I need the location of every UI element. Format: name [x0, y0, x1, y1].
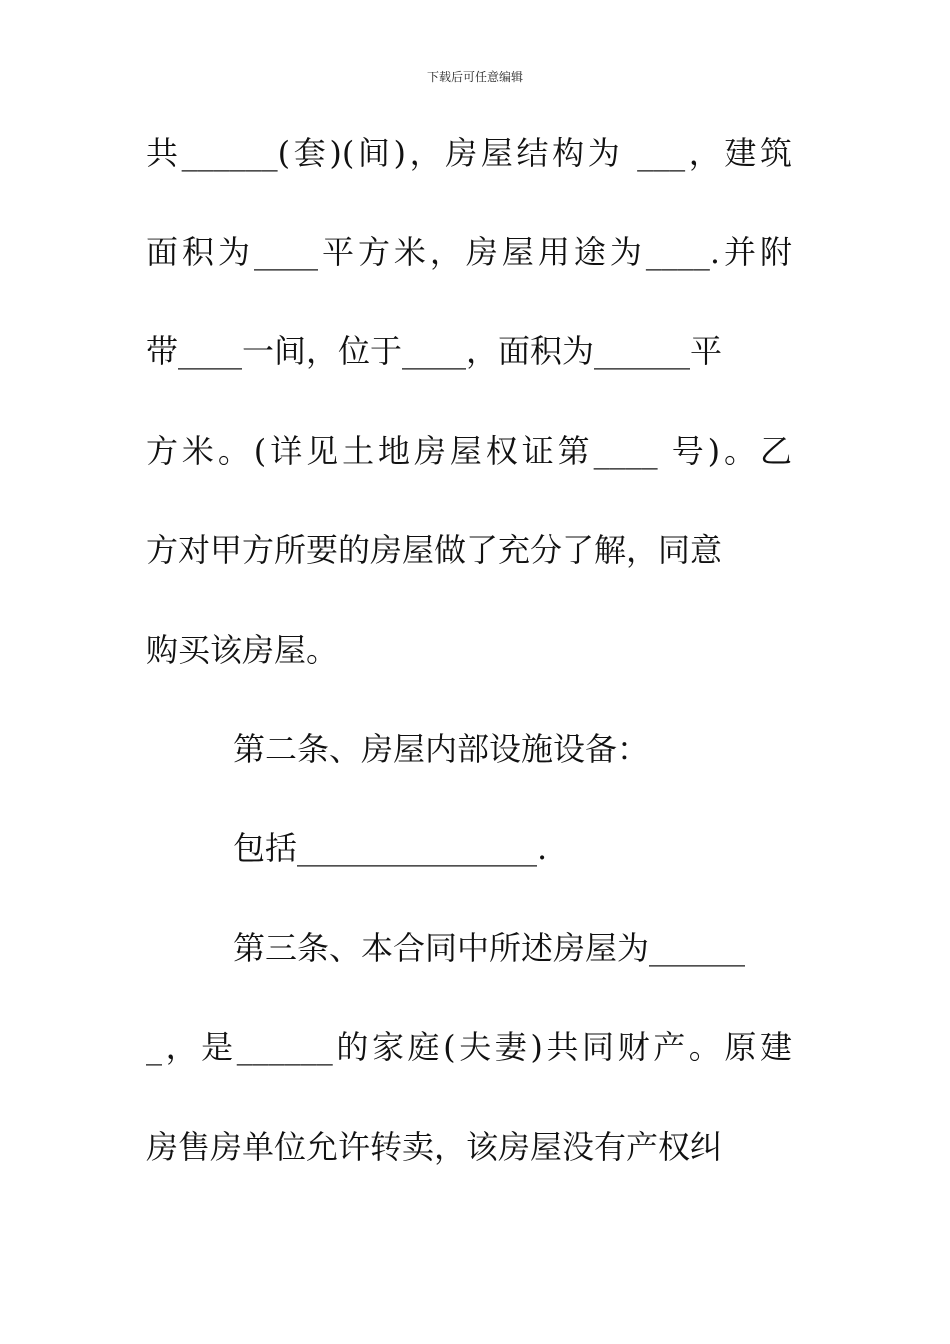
body-line-2: 面积为____平方米，房屋用途为____.并附 — [146, 233, 792, 271]
article-2-content: 包括_______________. — [233, 829, 548, 867]
article-2-heading: 第二条、房屋内部设施设备： — [233, 730, 650, 768]
page-header: 下载后可任意编辑 — [426, 70, 523, 84]
article-3-line-2: _，是______的家庭(夫妻)共同财产。原建 — [146, 1028, 792, 1066]
body-line-1: 共______(套)(间)，房屋结构为 ___，建筑 — [146, 134, 792, 172]
article-3-line-3: 房售房单位允许转卖，该房屋没有产权纠 — [146, 1128, 723, 1166]
body-line-5: 方对甲方所要的房屋做了充分了解，同意 — [146, 531, 723, 569]
body-line-6: 购买该房屋。 — [146, 631, 339, 669]
body-line-4: 方米。(详见土地房屋权证第____ 号)。乙 — [146, 432, 792, 470]
body-line-3: 带____一间，位于____，面积为______平 — [146, 332, 723, 370]
article-3-line-1: 第三条、本合同中所述房屋为______ — [233, 929, 746, 967]
